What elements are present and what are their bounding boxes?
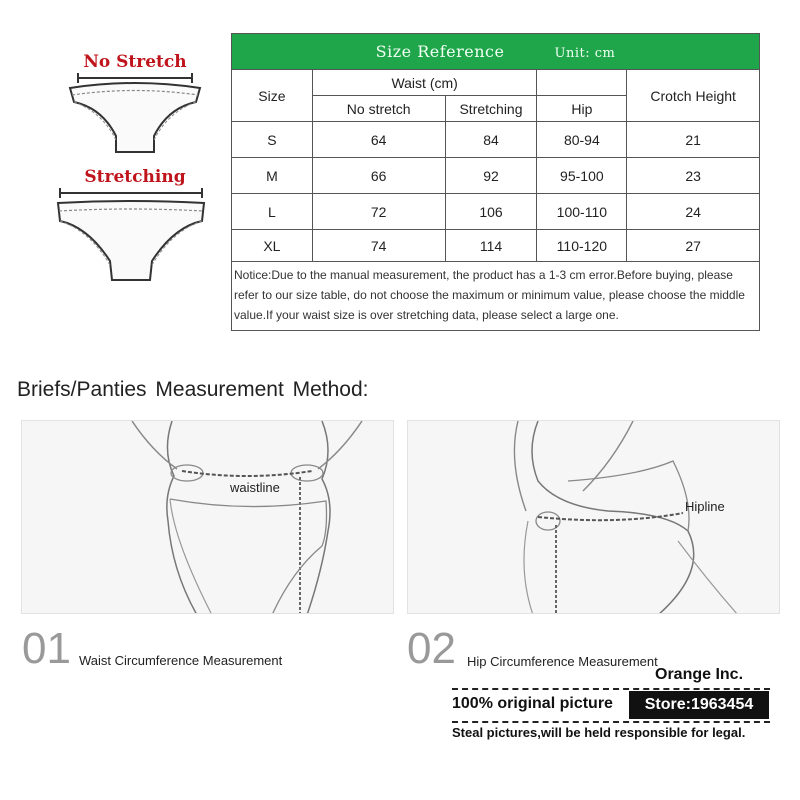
table-row: [232, 122, 760, 158]
cell-size: XL: [232, 230, 313, 262]
size-notice: Notice:Due to the manual measurement, the product has a 1-3 cm error.Before buying, please refer to our size table, do not choose the maximum or minimum value, please choose the middle value.If your waist size is over stretching data, please select a large one.: [232, 262, 760, 331]
table-row: [232, 230, 760, 262]
step-1-text: Waist Circumference Measurement: [79, 653, 283, 668]
legal-warning: Steal pictures,will be held responsible for legal.: [452, 725, 746, 740]
no-stretch-diagram: [50, 50, 220, 160]
table-banner: [232, 34, 760, 70]
cell-stretching: 114: [445, 230, 537, 262]
no-stretch-label: No Stretch: [83, 52, 187, 72]
cell-size: M: [232, 158, 313, 194]
cell-hip: 110-120: [537, 230, 627, 262]
table-row: [232, 194, 760, 230]
table-title: Size Reference: [375, 42, 505, 61]
waist-measure-illustration-icon: [22, 421, 394, 614]
cell-hip: 100-110: [537, 194, 627, 230]
cell-crotch: 21: [627, 122, 760, 158]
company-name: Orange Inc.: [655, 666, 744, 683]
stretching-diagram: [50, 165, 220, 285]
cell-crotch: 27: [627, 230, 760, 262]
cell-size: L: [232, 194, 313, 230]
cell-no-stretch: 66: [312, 158, 445, 194]
step-2-text: Hip Circumference Measurement: [467, 654, 658, 669]
divider-bottom: [452, 721, 770, 723]
cell-size: S: [232, 122, 313, 158]
hip-measure-panel: [407, 420, 780, 614]
hipline-label: Hipline: [685, 499, 725, 514]
cell-no-stretch: 64: [312, 122, 445, 158]
cell-stretching: 106: [445, 194, 537, 230]
header-crotch-height: Crotch Height: [627, 70, 760, 122]
cell-no-stretch: 74: [312, 230, 445, 262]
waistline-label: waistline: [230, 480, 280, 495]
method-title: Briefs/Panties Measurement Method:: [17, 378, 369, 401]
cell-stretching: 92: [445, 158, 537, 194]
header-hip-top: [537, 70, 627, 96]
cell-crotch: 24: [627, 194, 760, 230]
cell-hip: 80-94: [537, 122, 627, 158]
header-no-stretch: No stretch: [312, 96, 445, 122]
cell-no-stretch: 72: [312, 194, 445, 230]
header-hip: Hip: [537, 96, 627, 122]
cell-crotch: 23: [627, 158, 760, 194]
cell-hip: 95-100: [537, 158, 627, 194]
header-waist: Waist (cm): [312, 70, 537, 96]
header-stretching: Stretching: [445, 96, 537, 122]
step-1-number: 01: [22, 624, 71, 673]
table-unit: Unit: cm: [554, 46, 616, 61]
stretching-label: Stretching: [84, 167, 186, 187]
store-id-badge: Store:1963454: [629, 691, 769, 719]
waist-measure-panel: [21, 420, 394, 614]
hip-measure-illustration-icon: [408, 421, 780, 614]
table-row: [232, 158, 760, 194]
step-2-number: 02: [407, 624, 456, 673]
original-picture-text: 100% original picture: [452, 695, 613, 712]
divider-top: [452, 688, 770, 690]
header-size: Size: [232, 70, 313, 122]
cell-stretching: 84: [445, 122, 537, 158]
size-reference-table: [231, 33, 760, 331]
